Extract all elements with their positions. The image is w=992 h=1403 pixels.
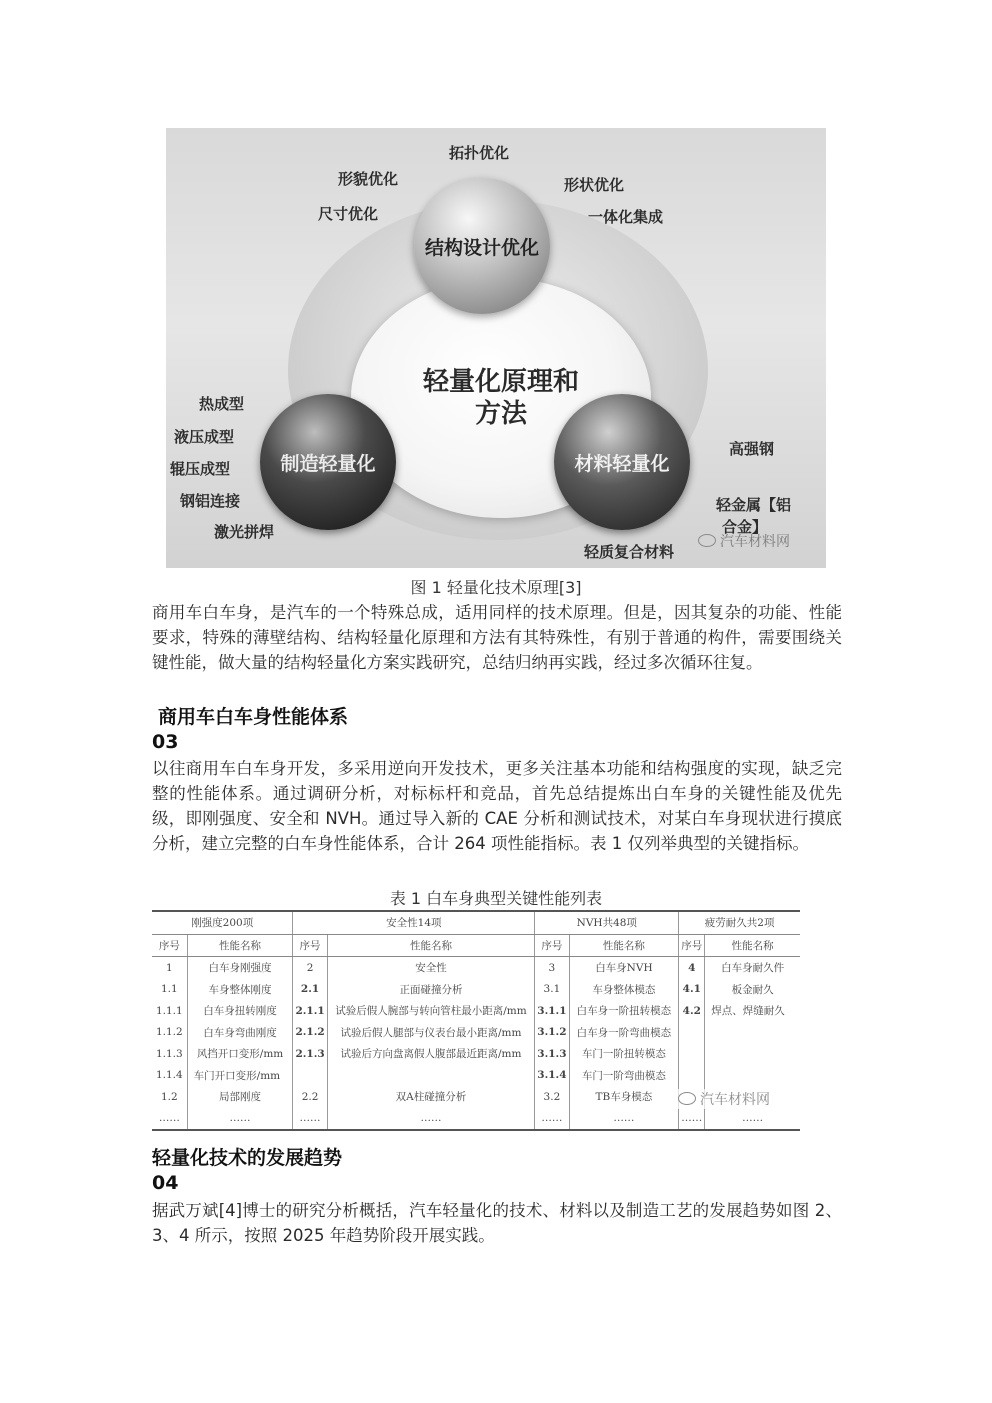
table-cell: 风挡开口变形/mm <box>187 1043 293 1065</box>
table-cell: 2.1.2 <box>293 1022 327 1044</box>
table-cell <box>705 1065 800 1087</box>
tag-integration: 一体化集成 <box>588 208 664 226</box>
table-cell: 板金耐久 <box>705 979 800 1001</box>
table-cell: 4.2 <box>679 1000 705 1022</box>
figure-watermark: 汽车材料网 <box>698 531 790 551</box>
paragraph-3: 据武万斌[4]博士的研究分析概括，汽车轻量化的技术、材料以及制造工艺的发展趋势如图 2、3、4 所示，按照 2025 年趋势阶段开展实践。 <box>152 1201 842 1245</box>
table-cell: 3.1.1 <box>535 1000 569 1022</box>
table-cell: 1.1.1 <box>152 1000 187 1022</box>
table-row <box>152 1022 800 1044</box>
table-cell: 3 <box>535 957 569 979</box>
tag-size: 尺寸优化 <box>318 205 379 223</box>
table-cell: 2.2 <box>293 1086 327 1108</box>
col-header: 性能名称 <box>569 934 679 957</box>
material-ball: 材料轻量化 <box>554 394 690 530</box>
table-cell: …… <box>535 1108 569 1131</box>
table-cell: 1 <box>152 957 187 979</box>
table-cell: 正面碰撞分析 <box>327 979 535 1001</box>
col-header: 性能名称 <box>187 934 293 957</box>
tag-hot-forming: 热成型 <box>199 395 245 413</box>
section-03-title: 商用车白车身性能体系 <box>158 706 349 728</box>
table-cell <box>679 1043 705 1065</box>
group-nvh: NVH共48项 <box>535 911 679 934</box>
table-cell: TB车身模态 <box>569 1086 679 1108</box>
table-cell: 车门一阶扭转模态 <box>569 1043 679 1065</box>
center-title: 轻量化原理和 方法 <box>422 367 579 429</box>
table-cell: 白车身弯曲刚度 <box>187 1022 293 1044</box>
table-cell: …… <box>327 1108 535 1131</box>
tag-light-metal-2: 合金】 <box>722 518 768 536</box>
group-safety: 安全性14项 <box>293 911 535 934</box>
table-row <box>152 1065 800 1087</box>
table-cell: 3.1.4 <box>535 1065 569 1087</box>
table-cell <box>705 1043 800 1065</box>
section-04-title: 轻量化技术的发展趋势 <box>152 1147 343 1169</box>
table-cell: …… <box>152 1108 187 1131</box>
wechat-icon <box>698 534 716 547</box>
table-row <box>152 1108 800 1131</box>
tag-laser-welding: 激光拼焊 <box>214 523 275 541</box>
table-cell: 白车身刚强度 <box>187 957 293 979</box>
table-cell <box>327 1065 535 1087</box>
table-group-row <box>152 911 800 934</box>
tag-light-metal: 轻金属【铝 <box>716 496 792 514</box>
table-cell: 1.1.3 <box>152 1043 187 1065</box>
table-cell <box>679 1065 705 1087</box>
table-cell: 车门一阶弯曲模态 <box>569 1065 679 1087</box>
table-cell: 白车身NVH <box>569 957 679 979</box>
table-watermark: 汽车材料网 <box>676 1089 772 1109</box>
table-cell: 4 <box>679 957 705 979</box>
section-03-number: 03 <box>152 731 179 753</box>
table-cell: 1.2 <box>152 1086 187 1108</box>
table-row <box>152 957 800 979</box>
table-cell: …… <box>293 1108 327 1131</box>
table-cell: 3.2 <box>535 1086 569 1108</box>
tag-topology: 拓扑优化 <box>449 144 510 162</box>
table-row <box>152 979 800 1001</box>
paragraph-1: 商用车白车身，是汽车的一个特殊总成，适用同样的技术原理。但是，因其复杂的功能、性能要求，特殊的薄壁结构、结构轻量化原理和方法有其特殊性，有别于普通的构件，需要围绕关键性能，做大量的结构轻量化方案实践研究，总结归纳再实践，经过多次循环往复。 <box>152 603 842 672</box>
table-cell: 1.1.4 <box>152 1065 187 1087</box>
wechat-icon <box>678 1092 696 1105</box>
table-cell: 3.1 <box>535 979 569 1001</box>
tag-high-strength-steel: 高强钢 <box>729 440 775 458</box>
col-header: 序号 <box>293 934 327 957</box>
col-header: 性能名称 <box>327 934 535 957</box>
group-durability: 疲劳耐久共2项 <box>679 911 800 934</box>
table-cell: 2.1.3 <box>293 1043 327 1065</box>
table-cell: 试验后假人腕部与转向管柱最小距离/mm <box>327 1000 535 1022</box>
col-header: 序号 <box>679 934 705 957</box>
tag-topography: 形貌优化 <box>338 170 399 188</box>
table-cell: …… <box>705 1108 800 1131</box>
table-cell: 4.1 <box>679 979 705 1001</box>
tag-steel-al-joining: 钢铝连接 <box>180 492 241 510</box>
tag-roll-forming: 辊压成型 <box>170 460 231 478</box>
section-04-number: 04 <box>152 1172 179 1194</box>
table-cell <box>705 1022 800 1044</box>
table-cell: 2.1 <box>293 979 327 1001</box>
table-cell: 试验后假人腿部与仪表台最小距离/mm <box>327 1022 535 1044</box>
table-cell <box>679 1022 705 1044</box>
table-cell: 白车身耐久件 <box>705 957 800 979</box>
table-cell: 3.1.3 <box>535 1043 569 1065</box>
table-cell: 1.1 <box>152 979 187 1001</box>
table-cell: 车身整体刚度 <box>187 979 293 1001</box>
tag-hydroforming: 液压成型 <box>174 428 235 446</box>
table-cell: 试验后方向盘离假人腹部最近距离/mm <box>327 1043 535 1065</box>
lightweight-principle-figure <box>166 128 826 568</box>
tag-shape: 形状优化 <box>564 176 625 194</box>
tag-light-composite: 轻质复合材料 <box>584 543 675 561</box>
table-cell: 白车身一阶弯曲模态 <box>569 1022 679 1044</box>
table-cell <box>293 1065 327 1087</box>
table-cell: 3.1.2 <box>535 1022 569 1044</box>
table-cell: …… <box>187 1108 293 1131</box>
structure-design-ball: 结构设计优化 <box>414 178 550 314</box>
group-stiffness: 刚强度200项 <box>152 911 293 934</box>
figure-caption: 图 1 轻量化技术原理[3] <box>410 578 582 597</box>
table-cell: …… <box>679 1108 705 1131</box>
table-cell: 白车身一阶扭转模态 <box>569 1000 679 1022</box>
table-cell: 2 <box>293 957 327 979</box>
table-cell: 车身整体模态 <box>569 979 679 1001</box>
table-cell: 2.1.1 <box>293 1000 327 1022</box>
table-cell: 白车身扭转刚度 <box>187 1000 293 1022</box>
table-cell: 车门开口变形/mm <box>187 1065 293 1087</box>
table-row <box>152 1043 800 1065</box>
col-header: 序号 <box>152 934 187 957</box>
table-cell: 焊点、焊缝耐久 <box>705 1000 800 1022</box>
table-cell: 1.1.2 <box>152 1022 187 1044</box>
col-header: 性能名称 <box>705 934 800 957</box>
table-cell: 双A柱碰撞分析 <box>327 1086 535 1108</box>
manufacturing-ball: 制造轻量化 <box>260 394 396 530</box>
col-header: 序号 <box>535 934 569 957</box>
table-cell: 局部刚度 <box>187 1086 293 1108</box>
table-header-row <box>152 934 800 957</box>
table-caption: 表 1 白车身典型关键性能列表 <box>389 889 603 908</box>
table-row <box>152 1000 800 1022</box>
table-cell: 安全性 <box>327 957 535 979</box>
paragraph-2: 以往商用车白车身开发，多采用逆向开发技术，更多关注基本功能和结构强度的实现，缺乏完整的性能体系。通过调研分析，对标标杆和竞品，首先总结提炼出白车身的关键性能及优先级，即刚强度、安全和 NVH。通过导入新的 CAE 分析和测试技术，对某白车身现状进行摸底分析，建立完整的白车身性能体系，合计 264 项性能指标。表 1 仅列举典型的关键指标。 <box>152 759 842 853</box>
table-cell: …… <box>569 1108 679 1131</box>
